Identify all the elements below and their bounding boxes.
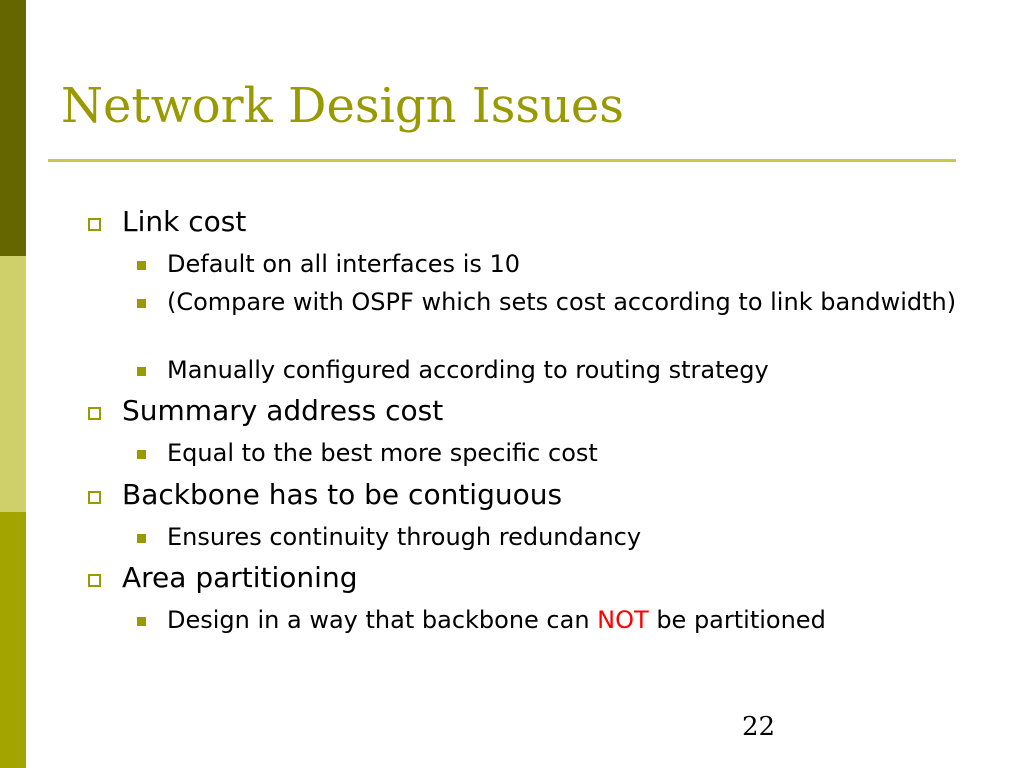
sub-bullet-text: (Compare with OSPF which sets cost according to link bandwidth) <box>167 288 957 316</box>
bullet-text: Backbone has to be contiguous <box>122 478 563 511</box>
side-bar-light-segment <box>0 256 26 512</box>
sub-bullet-text-after: be partitioned <box>648 606 826 634</box>
hollow-square-bullet-icon <box>88 574 101 587</box>
sub-bullet-text: Default on all interfaces is 10 <box>167 250 521 278</box>
bullet-text: Area partitioning <box>122 561 358 594</box>
sub-bullet-text-before: Design in a way that backbone can <box>167 606 598 634</box>
filled-square-bullet-icon <box>137 617 146 626</box>
emphasis-not: NOT <box>597 606 649 634</box>
page-number: 22 <box>742 712 776 742</box>
side-bar-dark-segment <box>0 0 26 256</box>
side-bar-olive-segment <box>0 512 26 768</box>
title-underline-rule <box>48 159 956 162</box>
hollow-square-bullet-icon <box>88 218 101 231</box>
bullet-text: Link cost <box>122 205 247 238</box>
sub-bullet-text: Equal to the best more specific cost <box>167 439 598 467</box>
bullet-text: Summary address cost <box>122 394 444 427</box>
sub-bullet-text: Manually configured according to routing strategy <box>167 356 769 384</box>
filled-square-bullet-icon <box>137 450 146 459</box>
hollow-square-bullet-icon <box>88 491 101 504</box>
filled-square-bullet-icon <box>137 534 146 543</box>
slide-title: Network Design Issues <box>61 78 624 134</box>
filled-square-bullet-icon <box>137 367 146 376</box>
sub-bullet-text <box>167 606 967 634</box>
sub-bullet-text: Ensures continuity through redundancy <box>167 523 642 551</box>
hollow-square-bullet-icon <box>88 407 101 420</box>
filled-square-bullet-icon <box>137 261 146 270</box>
filled-square-bullet-icon <box>137 299 146 308</box>
